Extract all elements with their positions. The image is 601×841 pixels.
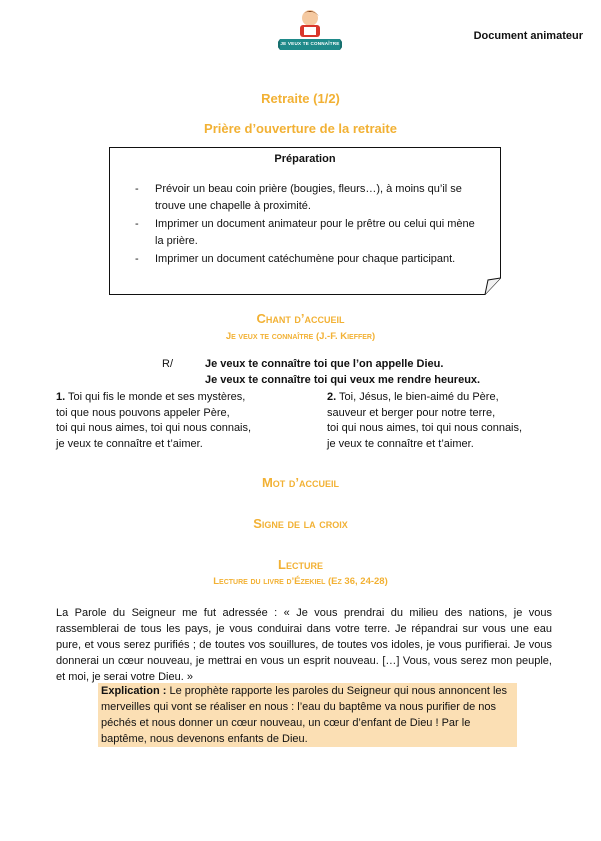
explication-box — [98, 683, 517, 747]
logo — [278, 6, 342, 52]
refrain-line: Je veux te connaître toi que l’on appelle Dieu. — [205, 358, 444, 370]
refrain-line: Je veux te connaître toi qui veux me rendre heureux. — [205, 374, 481, 386]
preparation-box — [109, 147, 501, 295]
verse-line: Toi qui fis le monde et ses mystères, — [68, 391, 246, 403]
verse-number: 2. — [327, 391, 337, 403]
lecture-title: Lecture — [278, 557, 323, 572]
verse-line: toi qui nous aimes, toi qui nous connais, — [56, 422, 252, 434]
reading-text: La Parole du Seigneur me fut adressée : « Je vous prendrai du milieu des nations, je vous rassemblerai de tous les pays, je vous conduirai dans votre terre. Je répandrai sur vous une eau pure, et vous serez purifiés ; de toutes vos souillures, de toutes vos idoles, je vous purifierai. Je vous donnerai un cœur nouveau, je mettrai en vous un esprit nouveau. […] Vous, vous serez mon peuple, et moi, je serai votre Dieu. » — [56, 607, 552, 683]
verse-number: 1. — [56, 391, 66, 403]
explication-label: Explication : — [101, 685, 167, 697]
logo-text: JE VEUX TE CONNAÎTRE — [280, 41, 340, 46]
page-title: Retraite (1/2) — [261, 91, 340, 106]
chant-title: Chant d’accueil — [256, 311, 345, 326]
verse-line: je veux te connaître et t’aimer. — [56, 437, 203, 450]
lecture-subtitle: Lecture du livre d’Ézekiel (Ez 36, 24-28) — [213, 576, 388, 587]
preparation-heading: Préparation — [274, 153, 336, 165]
verse-line: toi que nous pouvons appeler Père, — [56, 406, 230, 419]
verse-line: Toi, Jésus, le bien-aimé du Père, — [339, 391, 499, 403]
verse-1 — [56, 390, 251, 452]
page-subtitle: Prière d’ouverture de la retraite — [204, 121, 397, 136]
verse-line: toi qui nous aimes, toi qui nous connais, — [327, 422, 523, 434]
list-item: - Imprimer un document animateur pour le prêtre ou celui qui mène la prière. — [135, 216, 485, 250]
signe-croix-title: Signe de la croix — [253, 516, 348, 531]
preparation-list — [135, 181, 485, 269]
list-item: - Imprimer un document catéchumène pour chaque participant. — [135, 251, 485, 268]
chant-subtitle: Je veux te connaître (J.-F. Kieffer) — [225, 331, 376, 342]
mot-accueil-title: Mot d’accueil — [261, 475, 340, 490]
list-item: - Prévoir un beau coin prière (bougies, fleurs…), à moins qu’il se trouve une chapelle à proximité. — [135, 181, 485, 215]
verse-line: sauveur et berger pour notre terre, — [327, 406, 496, 419]
document-label: Document animateur — [473, 30, 583, 42]
verse-line: je veux te connaître et t’aimer. — [327, 437, 474, 450]
refrain-mark: R/ — [162, 358, 173, 370]
verse-2 — [327, 390, 522, 452]
explication-text: Le prophète rapporte les paroles du Seigneur qui nous annoncent les merveilles qui vont se réaliser en nous : l’eau du baptême va nous purifier de nos péchés et nous donner un cœur nouveau, un cœur d’enfant de Dieu ! Par le baptême, nous devenons enfants de Dieu. — [101, 685, 508, 745]
